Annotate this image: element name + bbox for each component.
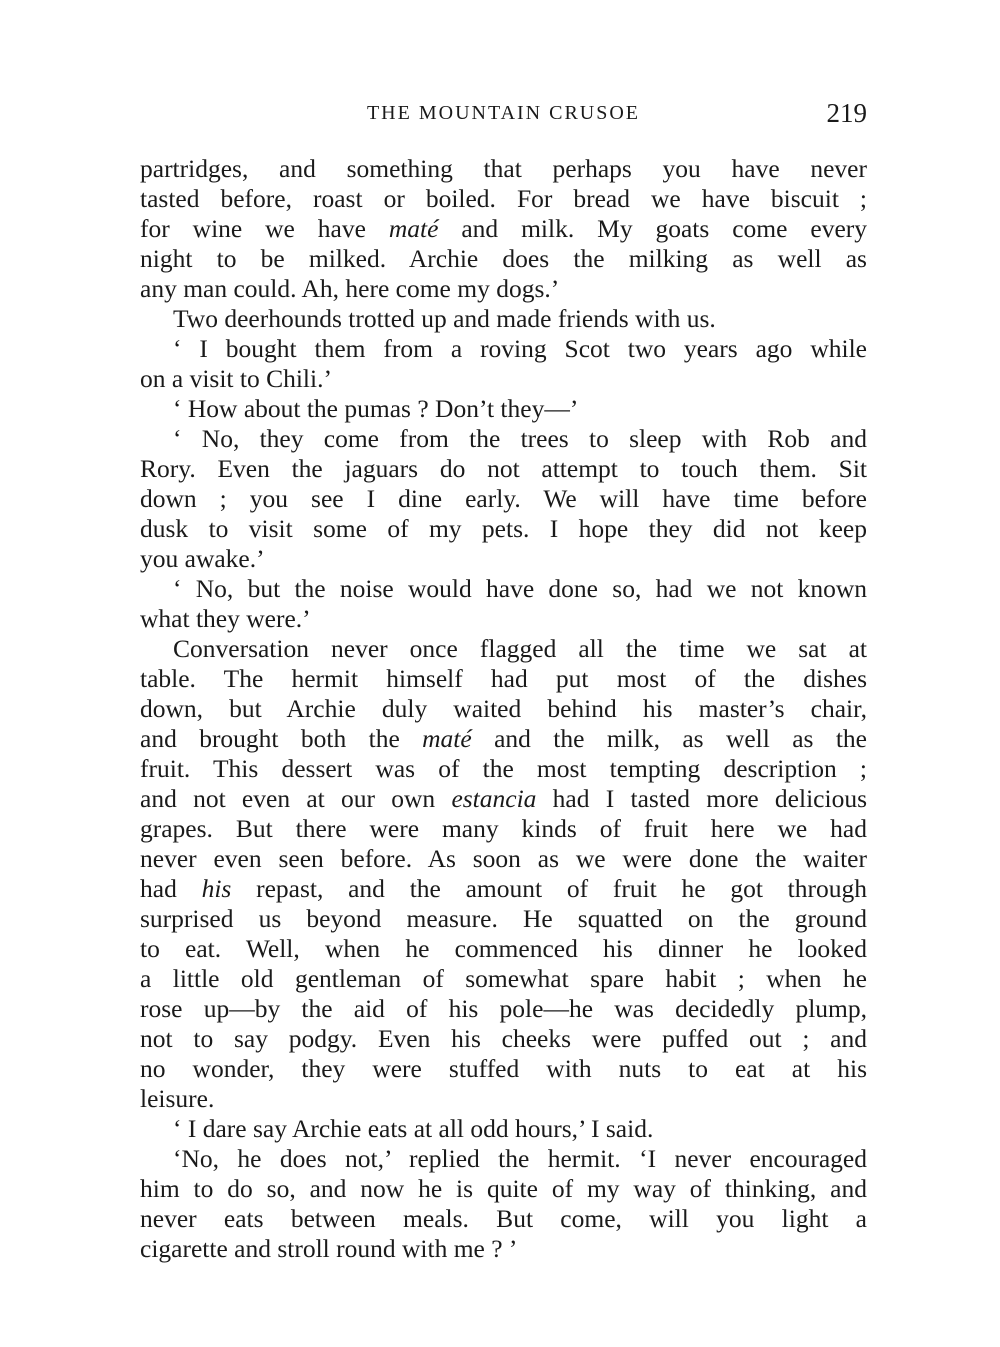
text-line: ‘ I bought them from a roving Scot two years ago while <box>173 334 867 363</box>
text-line: surprised us beyond measure. He squatted on the ground <box>140 904 867 933</box>
italic-word: maté <box>388 214 439 243</box>
text-line: not to say podgy. Even his cheeks were puffed out ; and <box>140 1024 867 1053</box>
text-line: Conversation never once flagged all the time we sat at <box>173 634 867 663</box>
text-line: cigarette and stroll round with me ? ’ <box>140 1234 518 1263</box>
body-text <box>140 154 867 1264</box>
page-number: 219 <box>826 98 867 128</box>
text-line: partridges, and something that perhaps you have never <box>140 154 867 183</box>
text-line: ‘ No, they come from the trees to sleep with Rob and <box>173 424 867 453</box>
text-line: him to do so, and now he is quite of my way of thinking, and <box>140 1174 867 1203</box>
text-line: Two deerhounds trotted up and made friends with us. <box>173 304 716 333</box>
text-line: Rory. Even the jaguars do not attempt to touch them. Sit <box>140 454 867 483</box>
text-segment: repast, and the amount of fruit he got through <box>231 874 867 903</box>
running-title: THE MOUNTAIN CRUSOE <box>366 102 641 124</box>
text-line: night to be milked. Archie does the milking as well as <box>140 244 867 273</box>
text-line <box>140 874 867 904</box>
running-head <box>140 98 867 138</box>
text-line: rose up—by the aid of his pole—he was decidedly plump, <box>140 994 867 1023</box>
text-line: down, but Archie duly waited behind his master’s chair, <box>140 694 867 723</box>
text-line: any man could. Ah, here come my dogs.’ <box>140 274 560 303</box>
text-segment: for wine we have <box>140 214 389 243</box>
text-line: tasted before, roast or boiled. For bread we have biscuit ; <box>140 184 867 213</box>
text-segment: and the milk, as well as the <box>471 724 867 753</box>
italic-word: maté <box>422 724 472 753</box>
text-line: ‘ I dare say Archie eats at all odd hours,’ I said. <box>173 1114 654 1143</box>
text-line: never eats between meals. But come, will you light a <box>140 1204 867 1233</box>
text-line: no wonder, they were stuffed with nuts to eat at his <box>140 1054 867 1083</box>
text-line: you awake.’ <box>140 544 265 573</box>
text-line: leisure. <box>140 1084 215 1113</box>
italic-word: estancia <box>451 784 537 813</box>
text-line: to eat. Well, when he commenced his dinner he looked <box>140 934 867 963</box>
text-line: ‘ How about the pumas ? Don’t they—’ <box>173 394 579 423</box>
text-line: fruit. This dessert was of the most tempting description ; <box>140 754 867 783</box>
text-segment: and milk. My goats come every <box>438 214 868 243</box>
text-line: on a visit to Chili.’ <box>140 364 332 393</box>
text-segment: and not even at our own <box>140 784 452 813</box>
text-line <box>140 724 867 754</box>
text-line: never even seen before. As soon as we were done the waiter <box>140 844 867 873</box>
text-line <box>140 784 867 814</box>
italic-word: his <box>201 874 232 903</box>
text-line: grapes. But there were many kinds of fruit here we had <box>140 814 867 843</box>
text-line: a little old gentleman of somewhat spare habit ; when he <box>140 964 867 993</box>
text-line: what they were.’ <box>140 604 311 633</box>
text-line: table. The hermit himself had put most of the dishes <box>140 664 867 693</box>
text-line: down ; you see I dine early. We will have time before <box>140 484 867 513</box>
text-segment: and brought both the <box>140 724 423 753</box>
text-line: dusk to visit some of my pets. I hope they did not keep <box>140 514 867 543</box>
text-segment: had I tasted more delicious <box>536 784 867 813</box>
text-segment: had <box>140 874 202 903</box>
text-line <box>140 214 867 244</box>
text-line: ‘ No, but the noise would have done so, had we not known <box>173 574 867 603</box>
text-line: ‘No, he does not,’ replied the hermit. ‘I never encouraged <box>173 1144 867 1173</box>
